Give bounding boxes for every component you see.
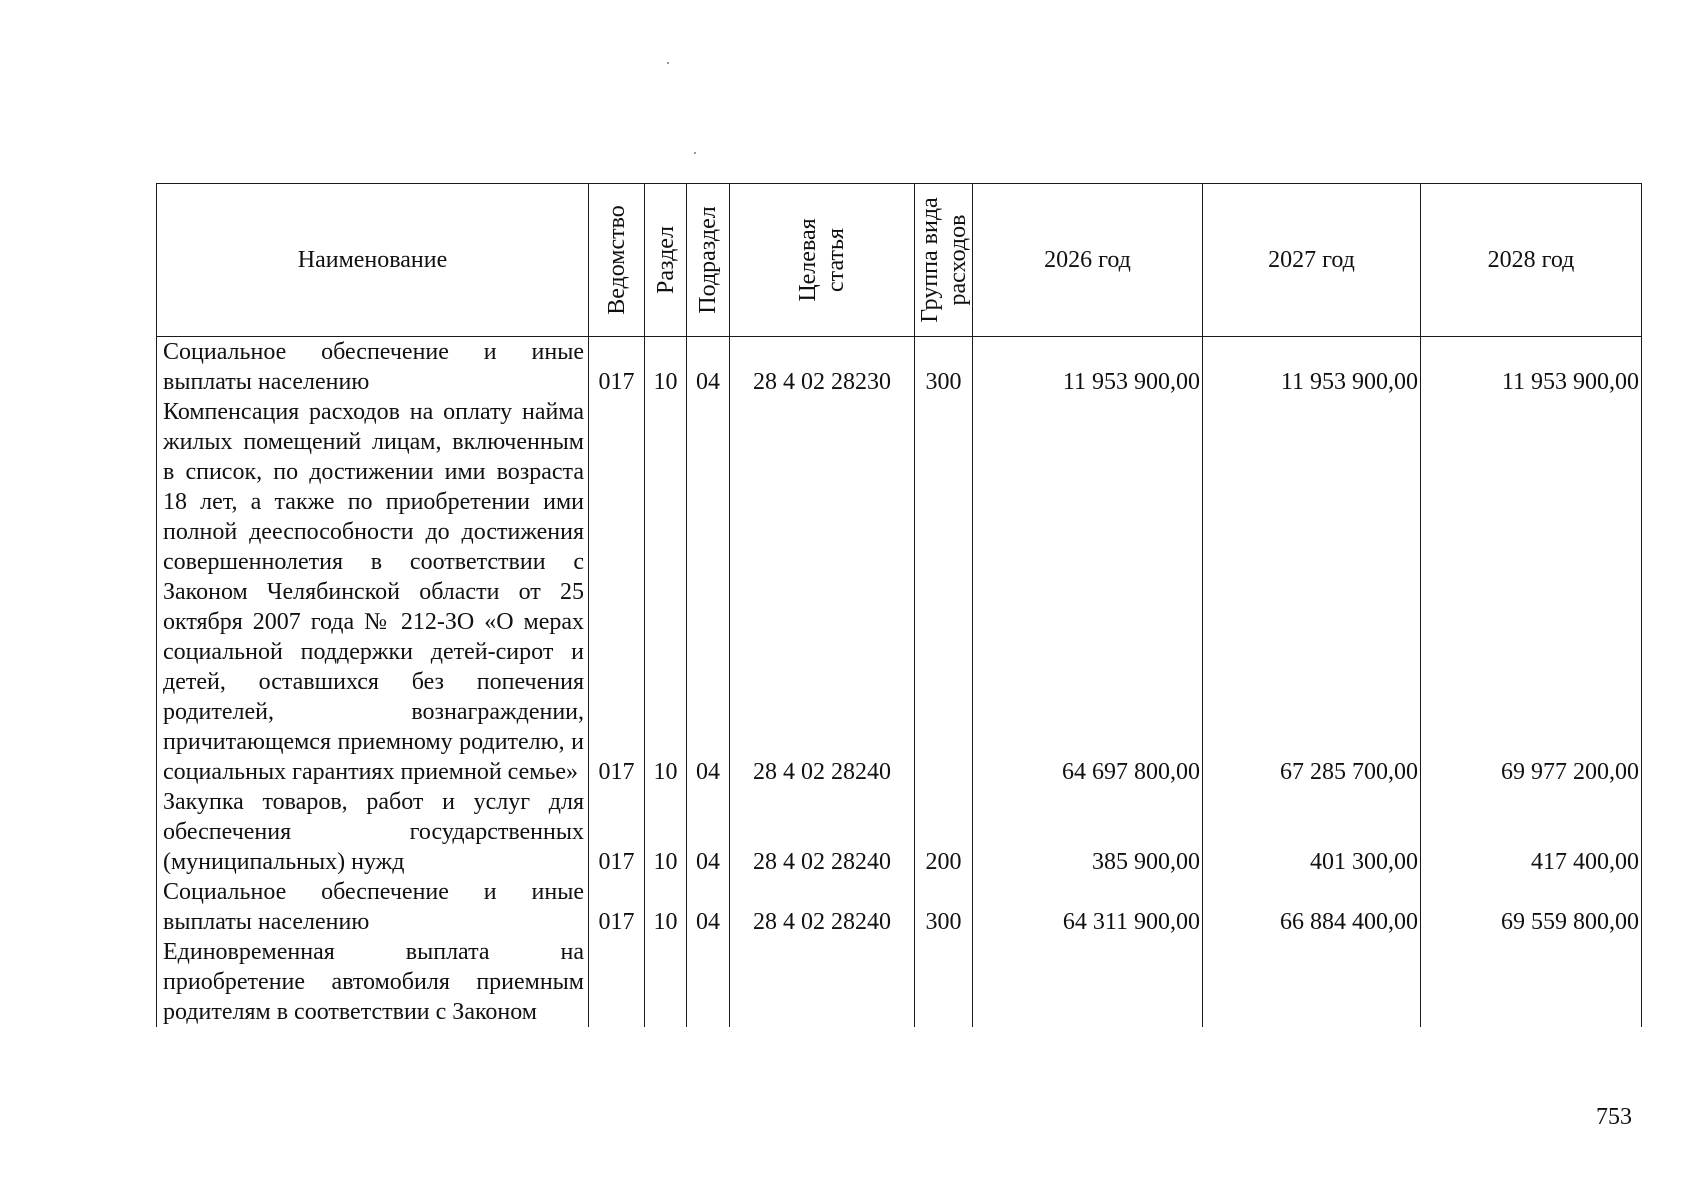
row-expense-group: 300 <box>915 877 973 937</box>
row-department: 017 <box>589 787 645 877</box>
scan-speck <box>694 152 696 154</box>
row-year-2027: 401 300,00 <box>1203 787 1421 877</box>
row-expense-group <box>915 397 973 787</box>
row-year-2028: 417 400,00 <box>1421 787 1642 877</box>
row-year-2027 <box>1203 937 1421 1027</box>
scan-speck <box>667 62 669 64</box>
table-row <box>157 337 1642 398</box>
row-department: 017 <box>589 877 645 937</box>
row-name: Закупка товаров, работ и услуг для обеспечения государственных (муниципальных) нужд <box>157 787 589 877</box>
row-section <box>645 937 687 1027</box>
row-subsection: 04 <box>687 397 730 787</box>
row-subsection: 04 <box>687 787 730 877</box>
row-year-2026 <box>973 937 1203 1027</box>
header-expense-group: Группа вида расходов <box>915 184 973 337</box>
row-expense-group: 300 <box>915 337 973 398</box>
row-section: 10 <box>645 397 687 787</box>
row-year-2026: 385 900,00 <box>973 787 1203 877</box>
row-year-2028: 69 559 800,00 <box>1421 877 1642 937</box>
table-row <box>157 397 1642 787</box>
row-name: Социальное обеспечение и иные выплаты населению <box>157 337 589 398</box>
row-expense-group <box>915 937 973 1027</box>
row-target-article <box>730 937 915 1027</box>
row-target-article: 28 4 02 28240 <box>730 787 915 877</box>
row-target-article: 28 4 02 28240 <box>730 397 915 787</box>
table-row <box>157 877 1642 937</box>
row-department: 017 <box>589 337 645 398</box>
header-subsection: Подраздел <box>687 184 730 337</box>
row-name: Компенсация расходов на оплату найма жилых помещений лицам, включенным в список, по достижении ими возраста 18 лет, а также по приобретении ими полной дееспособности до достижения совершеннолетия в соответствии с Законом Челябинской области от 25 октября 2007 года № 212-ЗО «О мерах социальной поддержки детей-сирот и детей, оставшихся без попечения родителей, вознаграждении, причитающемся приемному родителю, и социальных гарантиях приемной семье» <box>157 397 589 787</box>
row-year-2027: 67 285 700,00 <box>1203 397 1421 787</box>
row-subsection: 04 <box>687 877 730 937</box>
page-number: 753 <box>1596 1104 1632 1130</box>
header-2028: 2028 год <box>1421 184 1642 337</box>
table-row <box>157 937 1642 1027</box>
budget-table <box>156 183 1642 1027</box>
table-header-row <box>157 184 1642 337</box>
row-name: Единовременная выплата на приобретение автомобиля приемным родителям в соответствии с Законом <box>157 937 589 1027</box>
row-year-2026: 64 697 800,00 <box>973 397 1203 787</box>
header-department: Ведомство <box>589 184 645 337</box>
row-section: 10 <box>645 877 687 937</box>
row-target-article: 28 4 02 28240 <box>730 877 915 937</box>
row-section: 10 <box>645 787 687 877</box>
row-section: 10 <box>645 337 687 398</box>
row-year-2026: 64 311 900,00 <box>973 877 1203 937</box>
row-target-article: 28 4 02 28230 <box>730 337 915 398</box>
row-year-2026: 11 953 900,00 <box>973 337 1203 398</box>
header-2027: 2027 год <box>1203 184 1421 337</box>
header-section: Раздел <box>645 184 687 337</box>
row-subsection <box>687 937 730 1027</box>
row-year-2028 <box>1421 937 1642 1027</box>
table-row <box>157 787 1642 877</box>
row-subsection: 04 <box>687 337 730 398</box>
row-year-2027: 66 884 400,00 <box>1203 877 1421 937</box>
header-target-article: Целевая статья <box>730 184 915 337</box>
row-year-2028: 69 977 200,00 <box>1421 397 1642 787</box>
row-year-2028: 11 953 900,00 <box>1421 337 1642 398</box>
header-name: Наименование <box>157 184 589 337</box>
row-department <box>589 937 645 1027</box>
row-expense-group: 200 <box>915 787 973 877</box>
row-name: Социальное обеспечение и иные выплаты населению <box>157 877 589 937</box>
row-year-2027: 11 953 900,00 <box>1203 337 1421 398</box>
header-2026: 2026 год <box>973 184 1203 337</box>
row-department: 017 <box>589 397 645 787</box>
